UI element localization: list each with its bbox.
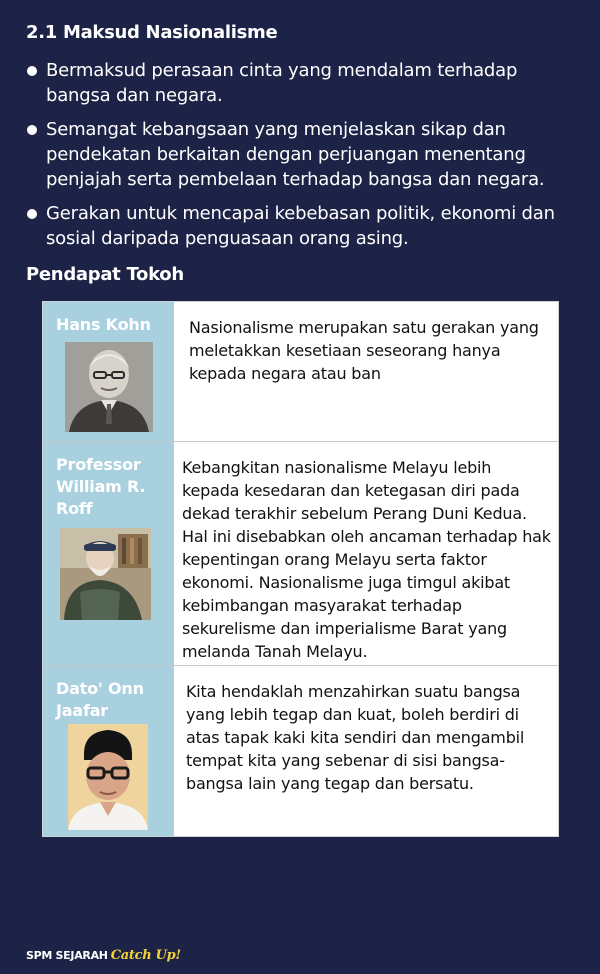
tokoh-name: Hans Kohn	[56, 315, 151, 334]
bullet-item	[26, 117, 576, 192]
bullet-dot-icon	[27, 66, 37, 76]
bullet-text: Bermaksud perasaan cinta yang mendalam terhadap bangsa dan negara.	[46, 60, 518, 106]
tokoh-row-hans-kohn	[43, 302, 558, 442]
tokoh-table	[42, 301, 559, 837]
footer-brand	[26, 948, 181, 963]
tokoh-name-cell	[43, 302, 174, 441]
tokoh-name: Dato' Onn Jaafar	[56, 679, 144, 720]
section-title: 2.1 Maksud Nasionalisme	[26, 22, 278, 43]
portrait-hans-kohn-photo	[65, 342, 153, 432]
footer-catch-up-logo: Catch Up!	[110, 948, 181, 963]
bullet-dot-icon	[27, 209, 37, 219]
bullet-list	[26, 58, 576, 260]
tokoh-name: Professor William R. Roff	[56, 455, 146, 518]
portrait-william-roff-photo	[60, 528, 151, 620]
tokoh-quote: Kebangkitan nasionalisme Melayu lebih kepada kesedaran dan ketegasan diri pada dekad terakhir sebelum Perang Duni Kedua. Hal ini disebabkan oleh ancaman terhadap hak kepentingan orang Melayu serta faktor ekonomi. Nasionalisme juga timgul akibat kebimbangan masyarakat terhadap sekurelisme dan imperialisme Barat yang melanda Tanah Melayu.	[182, 458, 551, 661]
tokoh-row-william-roff	[43, 442, 558, 666]
portrait-onn-jaafar-photo	[68, 724, 148, 830]
tokoh-name-cell	[43, 666, 174, 836]
footer-label: SPM SEJARAH	[26, 949, 108, 962]
bullet-text: Semangat kebangsaan yang menjelaskan sikap dan pendekatan berkaitan dengan perjuangan menentang penjajah serta pembelaan terhadap bangsa dan negara.	[46, 119, 545, 190]
tokoh-name-cell	[43, 442, 174, 665]
bullet-item	[26, 58, 576, 108]
tokoh-quote: Kita hendaklah menzahirkan suatu bangsa yang lebih tegap dan kuat, boleh berdiri di atas tapak kaki kita sendiri dan mengambil tempat kita yang sebenar di sisi bangsa-bangsa lain yang tegap dan bersatu.	[186, 682, 525, 793]
tokoh-quote: Nasionalisme merupakan satu gerakan yang meletakkan kesetiaan seseorang hanya kepada negara atau ban	[189, 318, 539, 383]
tokoh-row-onn-jaafar	[43, 666, 558, 836]
bullet-dot-icon	[27, 125, 37, 135]
bullet-text: Gerakan untuk mencapai kebebasan politik, ekonomi dan sosial daripada penguasaan orang asing.	[46, 203, 555, 249]
bullet-item	[26, 201, 576, 251]
pendapat-title: Pendapat Tokoh	[26, 264, 184, 285]
